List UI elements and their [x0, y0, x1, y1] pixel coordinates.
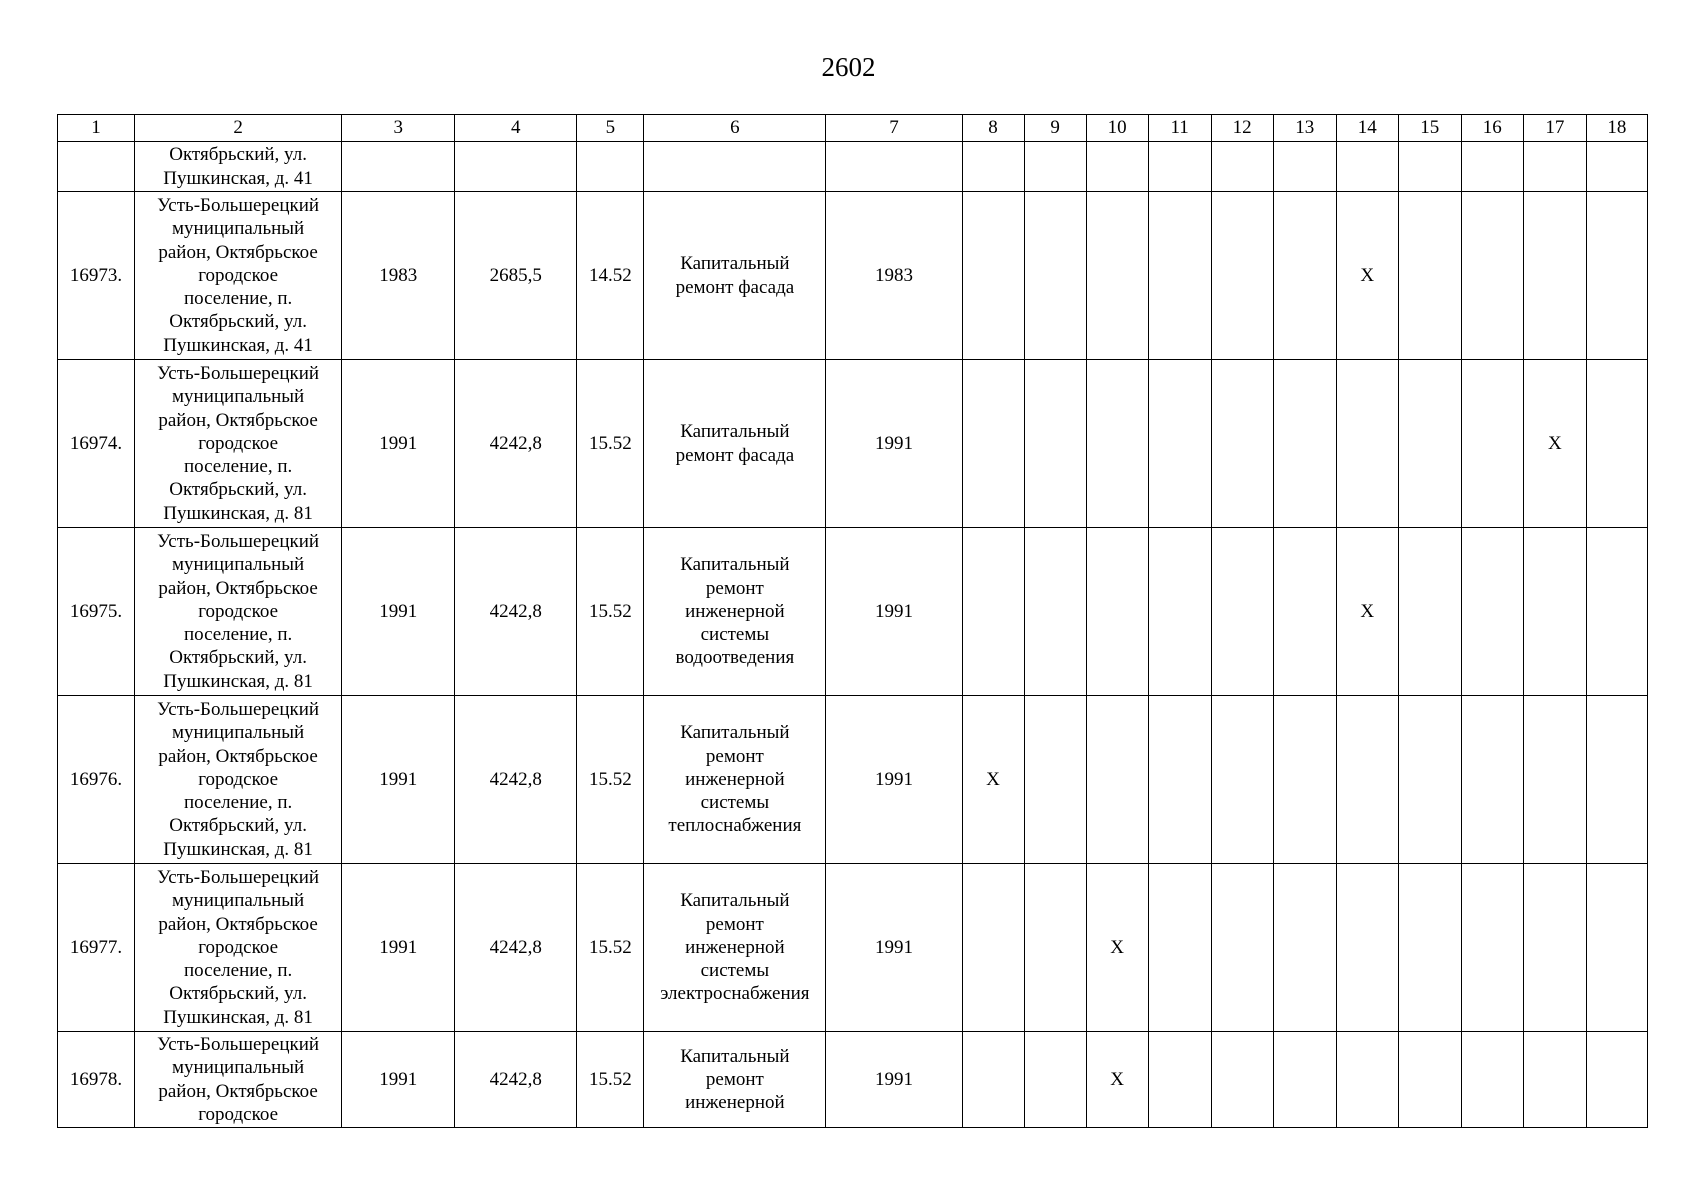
cell-line: городское [198, 432, 279, 454]
cell-line: Пушкинская, д. 41 [163, 334, 313, 356]
cell-line: ремонт [705, 577, 764, 599]
cell-line: Капитальный [680, 890, 790, 912]
cell-line: ремонт [705, 913, 764, 935]
mark-cell-col-17 [1523, 1032, 1586, 1128]
work-year-cell: 1991 [826, 696, 962, 864]
mark-cell-col-8 [962, 142, 1024, 192]
mark-cell-col-14: Х [1336, 528, 1398, 696]
mark-cell-col-17 [1523, 192, 1586, 360]
mark-cell-col-18 [1586, 360, 1647, 528]
cell-line: системы [700, 624, 770, 646]
mark-cell-col-11 [1148, 192, 1211, 360]
mark-cell-col-11 [1148, 528, 1211, 696]
mark-cell-col-13 [1273, 1032, 1336, 1128]
table-header [58, 115, 1648, 142]
cell-line: район, Октябрьское [158, 913, 318, 935]
mark-cell-col-11 [1148, 360, 1211, 528]
area-cell: 4242,8 [455, 528, 577, 696]
cell-line: Капитальный [680, 554, 790, 576]
year-built-cell: 1991 [342, 528, 455, 696]
cell-line: поселение, п. [183, 624, 293, 646]
mark-cell-col-9 [1024, 864, 1086, 1032]
row-number-cell [58, 142, 135, 192]
cell-line: муниципальный [172, 386, 305, 408]
work-year-cell: 1991 [826, 360, 962, 528]
mark-cell-col-16 [1461, 528, 1523, 696]
code-cell: 15.52 [577, 696, 644, 864]
mark-cell-col-9 [1024, 696, 1086, 864]
mark-cell-col-11 [1148, 864, 1211, 1032]
mark-cell-col-10: Х [1086, 1032, 1148, 1128]
mark-cell-col-18 [1586, 864, 1647, 1032]
cell-line: район, Октябрьское [158, 409, 318, 431]
address-cell [135, 360, 342, 528]
work-year-cell: 1991 [826, 1032, 962, 1128]
mark-cell-col-17 [1523, 142, 1586, 192]
cell-line: поселение, п. [183, 792, 293, 814]
column-header-16: 16 [1461, 115, 1523, 142]
mark-cell-col-17 [1523, 864, 1586, 1032]
column-header-3: 3 [342, 115, 455, 142]
cell-line: район, Октябрьское [158, 1080, 318, 1102]
code-cell: 14.52 [577, 192, 644, 360]
mark-cell-col-8 [962, 360, 1024, 528]
mark-cell-col-15 [1398, 1032, 1461, 1128]
year-built-cell: 1991 [342, 696, 455, 864]
cell-line: Октябрьский, ул. [169, 144, 307, 166]
mark-cell-col-18 [1586, 528, 1647, 696]
row-number-cell: 16977. [58, 864, 135, 1032]
mark-cell-col-11 [1148, 696, 1211, 864]
cell-line: Октябрьский, ул. [169, 479, 307, 501]
code-cell: 15.52 [577, 1032, 644, 1128]
mark-cell-col-18 [1586, 142, 1647, 192]
work-year-cell: 1991 [826, 528, 962, 696]
area-cell: 4242,8 [455, 1032, 577, 1128]
work-year-cell [826, 142, 962, 192]
work-type-cell [644, 528, 826, 696]
work-type-cell [644, 696, 826, 864]
mark-cell-col-12 [1211, 1032, 1273, 1128]
mark-cell-col-18 [1586, 192, 1647, 360]
cell-line: Капитальный [680, 722, 790, 744]
cell-line: муниципальный [172, 890, 305, 912]
mark-cell-col-10 [1086, 360, 1148, 528]
mark-cell-col-9 [1024, 1032, 1086, 1128]
cell-line: системы [700, 960, 770, 982]
table-row [58, 192, 1648, 360]
cell-line: городское [198, 1103, 279, 1125]
cell-line: теплоснабжения [668, 815, 802, 837]
mark-cell-col-11 [1148, 142, 1211, 192]
work-type-cell [644, 1032, 826, 1128]
table-row [58, 696, 1648, 864]
cell-line: Усть-Большерецкий [157, 698, 320, 720]
row-number-cell: 16976. [58, 696, 135, 864]
year-built-cell: 1983 [342, 192, 455, 360]
mark-cell-col-14 [1336, 142, 1398, 192]
mark-cell-col-10 [1086, 192, 1148, 360]
cell-line: Капитальный [680, 1045, 790, 1067]
mark-cell-col-10 [1086, 142, 1148, 192]
cell-line: Октябрьский, ул. [169, 647, 307, 669]
mark-cell-col-8 [962, 1032, 1024, 1128]
cell-line: инженерной [685, 768, 785, 790]
column-header-2: 2 [135, 115, 342, 142]
mark-cell-col-8 [962, 528, 1024, 696]
mark-cell-col-15 [1398, 192, 1461, 360]
mark-cell-col-12 [1211, 864, 1273, 1032]
cell-line: район, Октябрьское [158, 577, 318, 599]
mark-cell-col-10: Х [1086, 864, 1148, 1032]
mark-cell-col-13 [1273, 192, 1336, 360]
area-cell: 4242,8 [455, 696, 577, 864]
mark-cell-col-15 [1398, 360, 1461, 528]
cell-line: городское [198, 936, 279, 958]
column-header-10: 10 [1086, 115, 1148, 142]
cell-line: инженерной [685, 1092, 785, 1114]
mark-cell-col-15 [1398, 696, 1461, 864]
mark-cell-col-16 [1461, 696, 1523, 864]
cell-line: Усть-Большерецкий [157, 1033, 320, 1055]
column-header-4: 4 [455, 115, 577, 142]
column-header-15: 15 [1398, 115, 1461, 142]
registry-table [57, 114, 1648, 1128]
work-year-cell: 1991 [826, 864, 962, 1032]
mark-cell-col-12 [1211, 142, 1273, 192]
cell-line: городское [198, 264, 279, 286]
mark-cell-col-8 [962, 864, 1024, 1032]
cell-line: Капитальный [680, 421, 790, 443]
cell-line: инженерной [685, 936, 785, 958]
mark-cell-col-16 [1461, 1032, 1523, 1128]
mark-cell-col-13 [1273, 528, 1336, 696]
row-number-cell: 16975. [58, 528, 135, 696]
row-number-cell: 16978. [58, 1032, 135, 1128]
mark-cell-col-13 [1273, 864, 1336, 1032]
column-header-12: 12 [1211, 115, 1273, 142]
cell-line: Октябрьский, ул. [169, 311, 307, 333]
mark-cell-col-14 [1336, 696, 1398, 864]
cell-line: ремонт [705, 1068, 764, 1090]
column-header-11: 11 [1148, 115, 1211, 142]
address-cell [135, 192, 342, 360]
cell-line: ремонт [705, 745, 764, 767]
address-cell [135, 1032, 342, 1128]
code-cell: 15.52 [577, 864, 644, 1032]
cell-line: ремонт фасада [675, 444, 795, 466]
address-cell [135, 864, 342, 1032]
mark-cell-col-17 [1523, 696, 1586, 864]
code-cell [577, 142, 644, 192]
column-header-13: 13 [1273, 115, 1336, 142]
mark-cell-col-16 [1461, 360, 1523, 528]
cell-line: Пушкинская, д. 81 [163, 838, 313, 860]
mark-cell-col-12 [1211, 360, 1273, 528]
code-cell: 15.52 [577, 360, 644, 528]
mark-cell-col-18 [1586, 1032, 1647, 1128]
mark-cell-col-17: Х [1523, 360, 1586, 528]
mark-cell-col-10 [1086, 696, 1148, 864]
cell-line: Октябрьский, ул. [169, 983, 307, 1005]
cell-line: Пушкинская, д. 81 [163, 1006, 313, 1028]
cell-line: системы [700, 792, 770, 814]
cell-line: муниципальный [172, 554, 305, 576]
cell-line: инженерной [685, 600, 785, 622]
row-number-cell: 16973. [58, 192, 135, 360]
mark-cell-col-16 [1461, 142, 1523, 192]
mark-cell-col-16 [1461, 192, 1523, 360]
area-cell: 4242,8 [455, 360, 577, 528]
work-type-cell [644, 360, 826, 528]
column-header-5: 5 [577, 115, 644, 142]
column-header-18: 18 [1586, 115, 1647, 142]
cell-line: район, Октябрьское [158, 745, 318, 767]
work-type-cell [644, 192, 826, 360]
work-year-cell: 1983 [826, 192, 962, 360]
mark-cell-col-14 [1336, 360, 1398, 528]
mark-cell-col-11 [1148, 1032, 1211, 1128]
mark-cell-col-10 [1086, 528, 1148, 696]
cell-line: Усть-Большерецкий [157, 866, 320, 888]
mark-cell-col-9 [1024, 142, 1086, 192]
cell-line: Усть-Большерецкий [157, 362, 320, 384]
cell-line: Капитальный [680, 253, 790, 275]
mark-cell-col-9 [1024, 360, 1086, 528]
cell-line: городское [198, 600, 279, 622]
address-cell [135, 696, 342, 864]
mark-cell-col-15 [1398, 864, 1461, 1032]
code-cell: 15.52 [577, 528, 644, 696]
column-header-14: 14 [1336, 115, 1398, 142]
cell-line: Усть-Большерецкий [157, 194, 320, 216]
cell-line: муниципальный [172, 722, 305, 744]
work-type-cell [644, 864, 826, 1032]
cell-line: район, Октябрьское [158, 241, 318, 263]
address-cell [135, 528, 342, 696]
table-row [58, 1032, 1648, 1128]
mark-cell-col-14: Х [1336, 192, 1398, 360]
mark-cell-col-17 [1523, 528, 1586, 696]
cell-line: водоотведения [675, 647, 795, 669]
cell-line: поселение, п. [183, 456, 293, 478]
cell-line: Октябрьский, ул. [169, 815, 307, 837]
year-built-cell: 1991 [342, 1032, 455, 1128]
cell-line: Пушкинская, д. 81 [163, 670, 313, 692]
mark-cell-col-13 [1273, 696, 1336, 864]
year-built-cell: 1991 [342, 360, 455, 528]
mark-cell-col-18 [1586, 696, 1647, 864]
column-header-17: 17 [1523, 115, 1586, 142]
cell-line: поселение, п. [183, 288, 293, 310]
mark-cell-col-12 [1211, 192, 1273, 360]
cell-line: электроснабжения [660, 983, 810, 1005]
cell-line: Пушкинская, д. 41 [163, 167, 313, 189]
cell-line: ремонт фасада [675, 276, 795, 298]
cell-line: муниципальный [172, 218, 305, 240]
mark-cell-col-12 [1211, 528, 1273, 696]
mark-cell-col-12 [1211, 696, 1273, 864]
row-number-cell: 16974. [58, 360, 135, 528]
mark-cell-col-14 [1336, 1032, 1398, 1128]
year-built-cell [342, 142, 455, 192]
column-header-8: 8 [962, 115, 1024, 142]
mark-cell-col-9 [1024, 192, 1086, 360]
table-row [58, 142, 1648, 192]
column-header-1: 1 [58, 115, 135, 142]
table-row [58, 360, 1648, 528]
mark-cell-col-8: Х [962, 696, 1024, 864]
mark-cell-col-15 [1398, 528, 1461, 696]
year-built-cell: 1991 [342, 864, 455, 1032]
mark-cell-col-8 [962, 192, 1024, 360]
page-number: 2602 [821, 52, 876, 82]
table-row [58, 528, 1648, 696]
mark-cell-col-14 [1336, 864, 1398, 1032]
address-cell [135, 142, 342, 192]
mark-cell-col-16 [1461, 864, 1523, 1032]
mark-cell-col-9 [1024, 528, 1086, 696]
column-header-9: 9 [1024, 115, 1086, 142]
cell-line: городское [198, 768, 279, 790]
area-cell: 2685,5 [455, 192, 577, 360]
column-header-6: 6 [644, 115, 826, 142]
area-cell: 4242,8 [455, 864, 577, 1032]
area-cell [455, 142, 577, 192]
work-type-cell [644, 142, 826, 192]
cell-line: муниципальный [172, 1057, 305, 1079]
header-row [58, 115, 1648, 142]
column-header-7: 7 [826, 115, 962, 142]
mark-cell-col-13 [1273, 142, 1336, 192]
table-row [58, 864, 1648, 1032]
cell-line: Усть-Большерецкий [157, 530, 320, 552]
cell-line: Пушкинская, д. 81 [163, 502, 313, 524]
mark-cell-col-13 [1273, 360, 1336, 528]
table-body [58, 142, 1648, 1128]
cell-line: поселение, п. [183, 960, 293, 982]
mark-cell-col-15 [1398, 142, 1461, 192]
